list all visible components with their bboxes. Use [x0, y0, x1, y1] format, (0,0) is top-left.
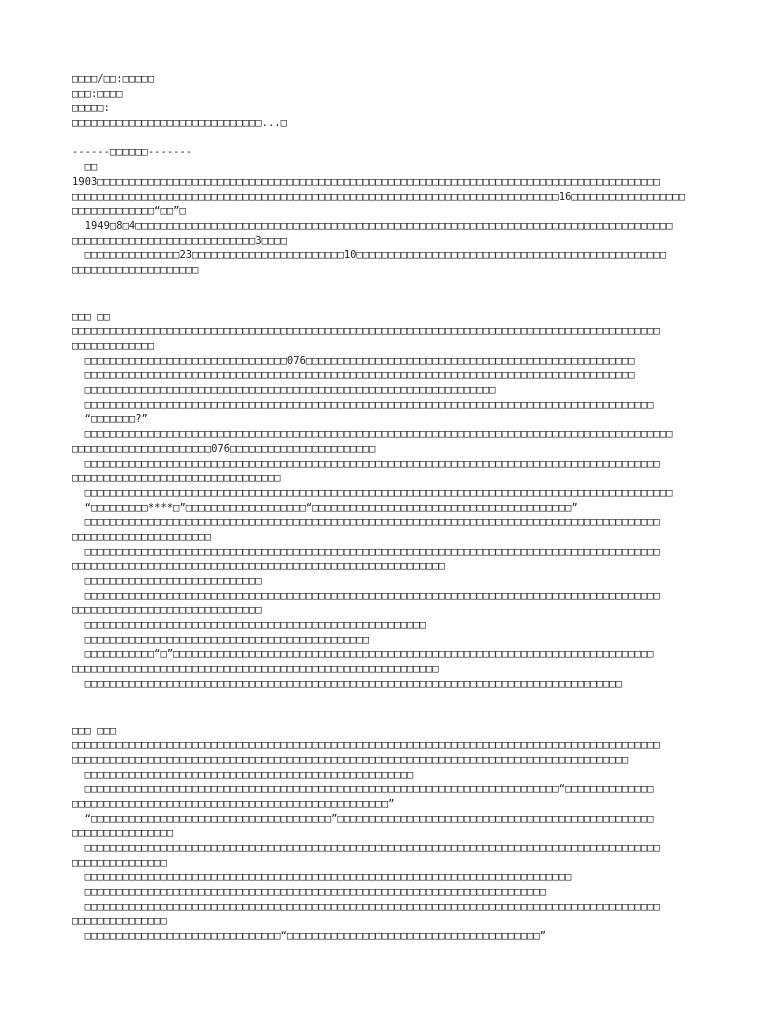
chapter-2-line: “□□□□□□□□□□□□□□□□□□□□□□□□□□□□□□□□□□□□□□”□□□□□□□□□□□□□□□□□□□□□□□□□□□□□□□□□□□□□□□□□□□□□□□□□□	[72, 812, 654, 825]
chapter-1-line: □□□□□□□□□□□□□□□□□□□□□□	[72, 530, 212, 543]
chapter-1-line: □□□□□□□□□□□□□□□□□□□□□□□□□□□□□□□□□□□□□□□□□□□□□□□□□□□□□□□□□□□□□□□□□□□□□□□□□□□□□□□□□□□□□□□□□□	[72, 398, 654, 411]
document-page	[72, 72, 702, 944]
chapter-1-line: “□□□□□□□□□****□”□□□□□□□□□□□□□□□□□□□“□□□□□□□□□□□□□□□□□□□□□□□□□□□□□□□□□□□□□□□□□”	[72, 501, 578, 514]
chapter-1-line: □□□□□□□□□□□□□□□□□□□□□□□□□□□□□□□□□□□□□□□□□□□□□□□□□□□□□□□□□□	[72, 663, 439, 676]
chapter-2-line: □□□□□□□□□□□□□□□□□□□□□□□□□□□□□□□□□□□□□□□□□□□□□□□□□□”	[72, 797, 395, 810]
chapter-1-line: □□□□□□□□□□□□□□□□□□□□□□□□□□□□□□□□□□□□□□□□□□□□□□□□□□□□□□	[72, 619, 427, 632]
chapter-1-body	[72, 324, 702, 691]
chapter-1-line: □□□□□□□□□□□“□”□□□□□□□□□□□□□□□□□□□□□□□□□□□□□□□□□□□□□□□□□□□□□□□□□□□□□□□□□□□□□□□□□□□□□□□□□□□□	[72, 648, 654, 661]
chapter-1-heading: □□□ □□	[72, 310, 110, 323]
chapter-1-line: □□□□□□□□□□□□□	[72, 340, 155, 352]
preface-line: □□	[72, 161, 98, 174]
preface-divider: ------□□□□□□-------	[72, 146, 193, 159]
chapter-1-line: □□□□□□□□□□□□□□□□□□□□□□□□□□□□□□□□076□□□□□□□□□□□□□□□□□□□□□□□□□□□□□□□□□□□□□□□□□□□□□□□□□□□□	[72, 354, 635, 367]
chapter-1-line: □□□□□□□□□□□□□□□□□□□□□□□□□□□□	[72, 575, 262, 587]
header-line-author: □□□:□□□□	[72, 87, 123, 100]
header-line-summary-label: □□□□□:	[72, 102, 110, 115]
chapter-1-line: □□□□□□□□□□□□□□□□□□□□□□□□□□□□□□□□□□□□□□□□□□□□□□□□□□□□□□□□□□□□□□□□□□□□□□□□□□□□□□□□□□□□□□□□□□□	[72, 545, 660, 558]
chapter-2-line: □□□□□□□□□□□□□□□	[72, 915, 167, 928]
chapter-1-line: □□□□□□□□□□□□□□□□□□□□□□□□□□□□□□□□□□□□□□□□□□□□□□□□□□□□□□□□□□□□□□□□□	[72, 384, 496, 397]
chapter-2-line: □□□□□□□□□□□□□□□□	[72, 827, 174, 840]
chapter-2-line: □□□□□□□□□□□□□□□□□□□□□□□□□□□□□□□□□□□□□□□□□□□□□□□□□□□□□□□□□□□□□□□□□□□□□□□□□□□□□□□□□□□□□□□□□□□□□	[72, 739, 660, 752]
chapter-2-line: □□□□□□□□□□□□□□□□□□□□□□□□□□□□□□□□□□□□□□□□□□□□□□□□□□□□□□□□□□□□□□□□□□□□□□□□□□□□□□□□□□□□□□□□□□□	[72, 842, 660, 854]
chapter-1-line: □□□□□□□□□□□□□□□□□□□□□□□□□□□□□□□□□□□□□□□□□□□□□□□□□□□□□□□□□□□	[72, 560, 445, 573]
chapter-2-line: □□□□□□□□□□□□□□□□□□□□□□□□□□□□□□□“□□□□□□□□□□□□□□□□□□□□□□□□□□□□□□□□□□□□□□□□”	[72, 930, 547, 943]
preface-line: □□□□□□□□□□□□□□□□□□□□	[72, 263, 199, 276]
chapter-2-line: □□□□□□□□□□□□□□□□□□□□□□□□□□□□□□□□□□□□□□□□□□□□□□□□□□□□	[72, 768, 414, 781]
chapter-1-line: □□□□□□□□□□□□□□□□□□□□□□□□□□□□□□□□□□□□□□□□□□□□□□□□□□□□□□□□□□□□□□□□□□□□□□□□□□□□□□□□□□□□□□□□□□□	[72, 589, 660, 602]
header-line-title: □□□□/□□:□□□□□	[72, 73, 155, 85]
chapter-1-line: “□□□□□□□?”	[72, 413, 148, 426]
chapter-1-line: □□□□□□□□□□□□□□□□□□□□□□□□□□□□□□□□□□□□□□□□□□□□□□□□□□□□□□□□□□□□□□□□□□□□□□□□□□□□□□□□□□□□□□□□□□□□□	[72, 428, 673, 441]
chapter-1-line: □□□□□□□□□□□□□□□□□□□□□□□□□□□□□□□□□□□□□□□□□□□□□	[72, 633, 370, 646]
chapter-2-line: □□□□□□□□□□□□□□□	[72, 856, 167, 869]
chapter-2-body	[72, 738, 702, 944]
preface-line: □□□□□□□□□□□□□□□23□□□□□□□□□□□□□□□□□□□□□□□□10□□□□□□□□□□□□□□□□□□□□□□□□□□□□□□□□□□□□□□□□□□□□□□□□□	[72, 249, 667, 262]
chapter-1-line: □□□□□□□□□□□□□□□□□□□□□□□□□□□□□□□□□□□□□□□□□□□□□□□□□□□□□□□□□□□□□□□□□□□□□□□□□□□□□□□□□□□□□□□□□□□□□	[72, 486, 673, 499]
chapter-2-line: □□□□□□□□□□□□□□□□□□□□□□□□□□□□□□□□□□□□□□□□□□□□□□□□□□□□□□□□□□□□□□□□□□□□□□□□□□□□□□□□□□□□□□□□□□□	[72, 900, 660, 913]
chapter-1-line: □□□□□□□□□□□□□□□□□□□□□□□□□□□□□□□□□□□□□□□□□□□□□□□□□□□□□□□□□□□□□□□□□□□□□□□□□□□□□□□□□□□□□□□□□□□	[72, 457, 660, 470]
chapter-1-line: □□□□□□□□□□□□□□□□□□□□□□□□□□□□□□□□□□□□□□□□□□□□□□□□□□□□□□□□□□□□□□□□□□□□□□□□□□□□□□□□□□□□□□□□□□□	[72, 516, 660, 529]
chapter-1-line: □□□□□□□□□□□□□□□□□□□□□□□□□□□□□□□□□	[72, 472, 281, 485]
chapter-2-heading: □□□ □□□	[72, 724, 117, 737]
preface-line: □□□□□□□□□□□□□□□□□□□□□□□□□□□□□3□□□□	[72, 234, 287, 247]
header-line-summary: □□□□□□□□□□□□□□□□□□□□□□□□□□□□□□...□	[72, 117, 287, 130]
chapter-1-line: □□□□□□□□□□□□□□□□□□□□□□□□□□□□□□□□□□□□□□□□□□□□□□□□□□□□□□□□□□□□□□□□□□□□□□□□□□□□□□□□□□□□□□□□□□□□□	[72, 325, 660, 338]
chapter-1-line: □□□□□□□□□□□□□□□□□□□□□□□□□□□□□□	[72, 604, 262, 617]
chapter-2-line: □□□□□□□□□□□□□□□□□□□□□□□□□□□□□□□□□□□□□□□□□□□□□□□□□□□□□□□□□□□□□□□□□□□□□□□□□□□□□	[72, 871, 572, 884]
preface-line: 1949□8□4□□□□□□□□□□□□□□□□□□□□□□□□□□□□□□□□□□□□□□□□□□□□□□□□□□□□□□□□□□□□□□□□□□□□□□□□□□□□□□□□□□□□□	[72, 219, 673, 232]
chapter-1-line: □□□□□□□□□□□□□□□□□□□□□□□□□□□□□□□□□□□□□□□□□□□□□□□□□□□□□□□□□□□□□□□□□□□□□□□□□□□□□□□□□□□□□	[72, 677, 622, 690]
chapter-2-line: □□□□□□□□□□□□□□□□□□□□□□□□□□□□□□□□□□□□□□□□□□□□□□□□□□□□□□□□□□□□□□□□□□□□□□□□□	[72, 886, 547, 899]
preface-line: □□□□□□□□□□□□□“□□”□	[72, 205, 186, 218]
preface-section	[72, 160, 702, 278]
preface-line: 1903□□□□□□□□□□□□□□□□□□□□□□□□□□□□□□□□□□□□□□□□□□□□□□□□□□□□□□□□□□□□□□□□□□□□□□□□□□□□□□□□□□□□□□□□□	[72, 175, 660, 188]
chapter-2-line: □□□□□□□□□□□□□□□□□□□□□□□□□□□□□□□□□□□□□□□□□□□□□□□□□□□□□□□□□□□□□□□□□□□□□□□□□□□□□□□□□□□□□□□□	[72, 753, 629, 766]
chapter-2-line: □□□□□□□□□□□□□□□□□□□□□□□□□□□□□□□□□□□□□□□□□□□□□□□□□□□□□□□□□□□□□□□□□□□□□□□□□□□“□□□□□□□□□□□□□□	[72, 783, 654, 796]
chapter-1-line: □□□□□□□□□□□□□□□□□□□□□□□□□□□□□□□□□□□□□□□□□□□□□□□□□□□□□□□□□□□□□□□□□□□□□□□□□□□□□□□□□□□□□□□	[72, 369, 635, 382]
document-header	[72, 72, 702, 131]
preface-line: □□□□□□□□□□□□□□□□□□□□□□□□□□□□□□□□□□□□□□□□□□□□□□□□□□□□□□□□□□□□□□□□□□□□□□□□□□□□□16□□□□□□□□□□□□□□□□□□	[72, 190, 686, 203]
chapter-1-line: □□□□□□□□□□□□□□□□□□□□□□076□□□□□□□□□□□□□□□□□□□□□□□	[72, 442, 376, 455]
